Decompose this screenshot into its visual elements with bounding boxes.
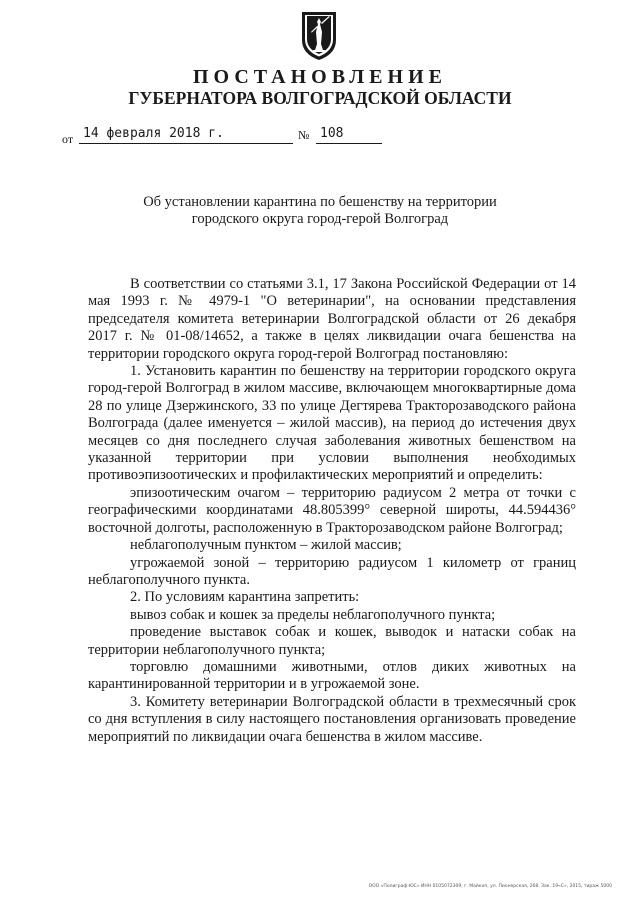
paragraph-threatened-zone: угрожаемой зоной – территорию радиусом 1 километр от границ неблагополучного пункта.: [88, 554, 576, 588]
document-number: 108: [316, 125, 382, 144]
paragraph-ban-export: вывоз собак и кошек за пределы неблагополучного пункта;: [130, 606, 496, 623]
document-date: 14 февраля 2018 г.: [79, 125, 293, 144]
paragraph-epizootic-focus: эпизоотическим очагом – территорию радиусом 2 метра от точки с географическими координатами 48.805399° северной широты, 44.594436° восточной долготы, расположенную в Тракторозаводском районе Волгоград;: [88, 484, 576, 536]
number-label: №: [298, 128, 310, 142]
paragraph-item-2: 2. По условиям карантина запретить:: [130, 589, 360, 606]
date-label: от: [62, 132, 74, 146]
date-number-line: [62, 125, 362, 147]
subject-line-1: Об установлении карантина по бешенству на территории: [143, 194, 497, 210]
document-title: ПОСТАНОВЛЕНИЕ: [193, 66, 447, 88]
paragraph-preamble: В соответствии со статьями 3.1, 17 Закона Российской Федерации от 14 мая 1993 г. № 4979-1 "О ветеринарии", на основании представления председателя комитета ветеринарии Волгоградской области от 26 декабря 2017 г. № 01-08/14652, а также в целях ликвидации очага бешенства на территории городского округа город-герой Волгоград постановляю:: [88, 276, 576, 362]
subject-line-2: городского округа город-герой Волгоград: [191, 211, 449, 227]
paragraph-item-1: 1. Установить карантин по бешенству на территории городского округа город-герой Волгоград в жилом массиве, включающем многоквартирные дома 28 по улице Дзержинского, 33 по улице Дегтярева Тракторозаводского района Волгограда (далее именуется – жилой массив), на период до истечения двух месяцев со дня последнего случая заболевания животных бешенством на указанной территории при условии выполнения необходимых противоэпизоотических и профилактических мероприятий и определить:: [88, 363, 576, 484]
document-issuer: ГУБЕРНАТОРА ВОЛГОГРАДСКОЙ ОБЛАСТИ: [128, 88, 512, 108]
document-subject: [120, 194, 520, 228]
printer-imprint: ООО «Полиграф-ЮС» ИНН 0105072309, г. Майкоп, ул. Пионерская, 268. Зак. 19«С», 2015, тираж 5000: [368, 884, 612, 889]
document-body: [88, 276, 576, 746]
volgograd-coat-of-arms-emblem: [299, 10, 339, 62]
paragraph-ban-exhibitions: проведение выставок собак и кошек, выводок и натаски собак на территории неблагополучного пункта;: [88, 624, 576, 658]
paragraph-item-3: 3. Комитету ветеринарии Волгоградской области в трехмесячный срок со дня вступления в силу настоящего постановления организовать проведение мероприятий по ликвидации очага бешенства в жилом массиве.: [88, 693, 576, 745]
paragraph-unfavorable-point: неблагополучным пунктом – жилой массив;: [130, 537, 402, 554]
paragraph-ban-trade: торговлю домашними животными, отлов диких животных на карантинированной территории и в угрожаемой зоне.: [88, 658, 576, 693]
